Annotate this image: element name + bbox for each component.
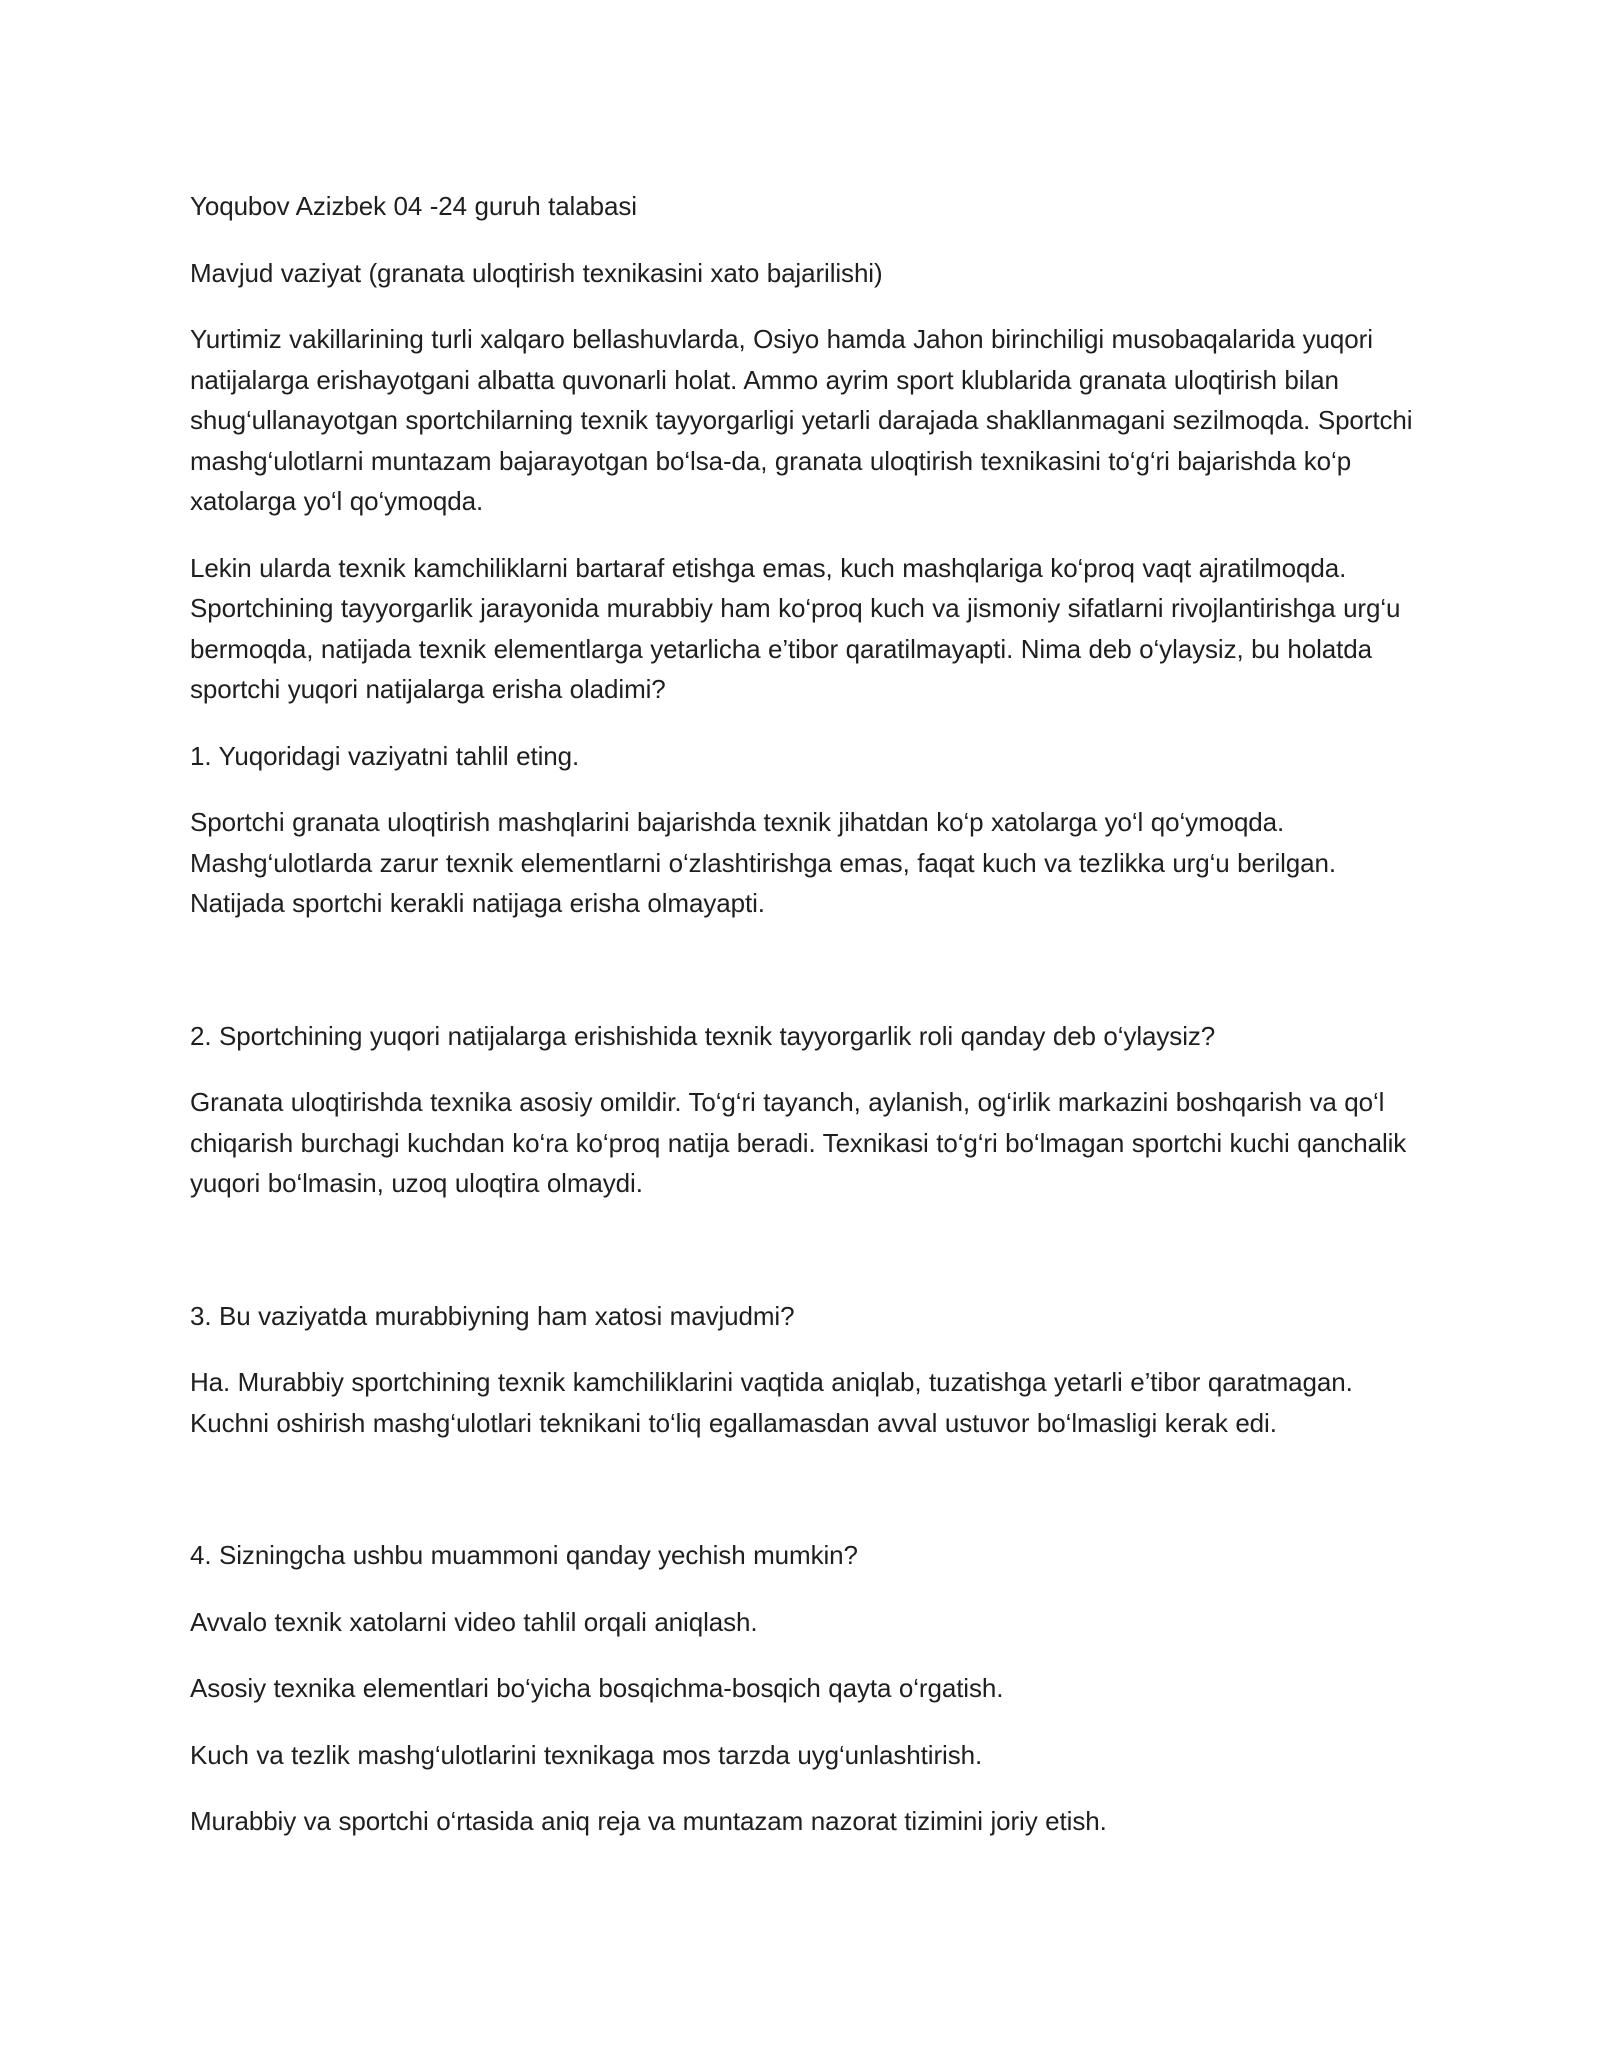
intro-paragraph: Lekin ularda texnik kamchiliklarni bartaraf etishga emas, kuch mashqlariga ko‘proq vaqt ajratilmoqda. Sportchining tayyorgarlik jarayonida murabbiy ham ko‘proq kuch va jismoniy sifatlarni rivojlantirishga urg‘u bermoqda, natijada texnik elementlarga yetarlicha e’tibor qaratilmayapti. Nima deb o‘ylaysiz, bu holatda sportchi yuqori natijalarga erisha oladimi? [190,552,1401,704]
answer-paragraph: Sportchi granata uloqtirish mashqlarini bajarishda texnik jihatdan ko‘p xatolarga yo‘l qo‘ymoqda. Mashg‘ulotlarda zarur texnik elementlarni o‘zlashtirishga emas, faqat kuch va tezlikka urg‘u berilgan. Natijada sportchi kerakli natijaga erisha olmayapti. [190,807,1336,918]
situation-title: Mavjud vaziyat (granata uloqtirish texnikasini xato bajarilishi) [190,257,883,288]
intro-paragraph: Yurtimiz vakillarining turli xalqaro bellashuvlarda, Osiyo hamda Jahon birinchiligi musobaqalarida yuqori natijalarga erishayotgani albatta quvonarli holat. Ammo ayrim sport klublarida granata uloqtirish bilan shug‘ullanayotgan sportchilarning texnik tayyorgarligi yetarli darajada shakllanmagani sezilmoqda. Sportchi mashg‘ulotlarni muntazam bajarayotgan bo‘lsa-da, granata uloqtirish texnikasini to‘g‘ri bajarishda ko‘p xatolarga yo‘l qo‘ymoqda. [190,324,1413,516]
answer-item: Kuch va tezlik mashg‘ulotlarini texnikaga mos tarzda uyg‘unlashtirish. [190,1739,983,1770]
question-heading: 2. Sportchining yuqori natijalarga erishishida texnik tayyorgarlik roli qanday deb o‘ylaysiz? [190,1020,1216,1051]
document-body [190,186,1420,1868]
answer-item: Avvalo texnik xatolarni video tahlil orqali aniqlash. [190,1606,758,1637]
spacer [190,950,1420,1016]
answer-item: Murabbiy va sportchi o‘rtasida aniq reja va muntazam nazorat tizimini joriy etish. [190,1806,1107,1836]
answer-paragraph: Granata uloqtirishda texnika asosiy omildir. To‘g‘ri tayanch, aylanish, og‘irlik markazini boshqarish va qo‘l chiqarish burchagi kuchdan ko‘ra ko‘proq natija beradi. Texnikasi to‘g‘ri bo‘lmagan sportchi kuchi qanchalik yuqori bo‘lmasin, uzoq uloqtira olmaydi. [190,1087,1407,1198]
spacer [190,1230,1420,1296]
answer-paragraph: Ha. Murabbiy sportchining texnik kamchiliklarini vaqtida aniqlab, tuzatishga yetarli e’tibor qaratmagan. Kuchni oshirish mashg‘ulotlari teknikani to‘liq egallamasdan avval ustuvor bo‘lmasligi kerak edi. [190,1367,1353,1438]
question-heading: 3. Bu vaziyatda murabbiyning ham xatosi mavjudmi? [190,1300,795,1331]
answer-item: Asosiy texnika elementlari bo‘yicha bosqichma-bosqich qayta o‘rgatish. [190,1673,1004,1703]
question-heading: 1. Yuqoridagi vaziyatni tahlil eting. [190,740,580,771]
question-heading: 4. Sizningcha ushbu muammoni qanday yechish mumkin? [190,1540,858,1570]
spacer [190,1469,1420,1535]
author-line: Yoqubov Azizbek 04 -24 guruh talabasi [190,191,637,221]
